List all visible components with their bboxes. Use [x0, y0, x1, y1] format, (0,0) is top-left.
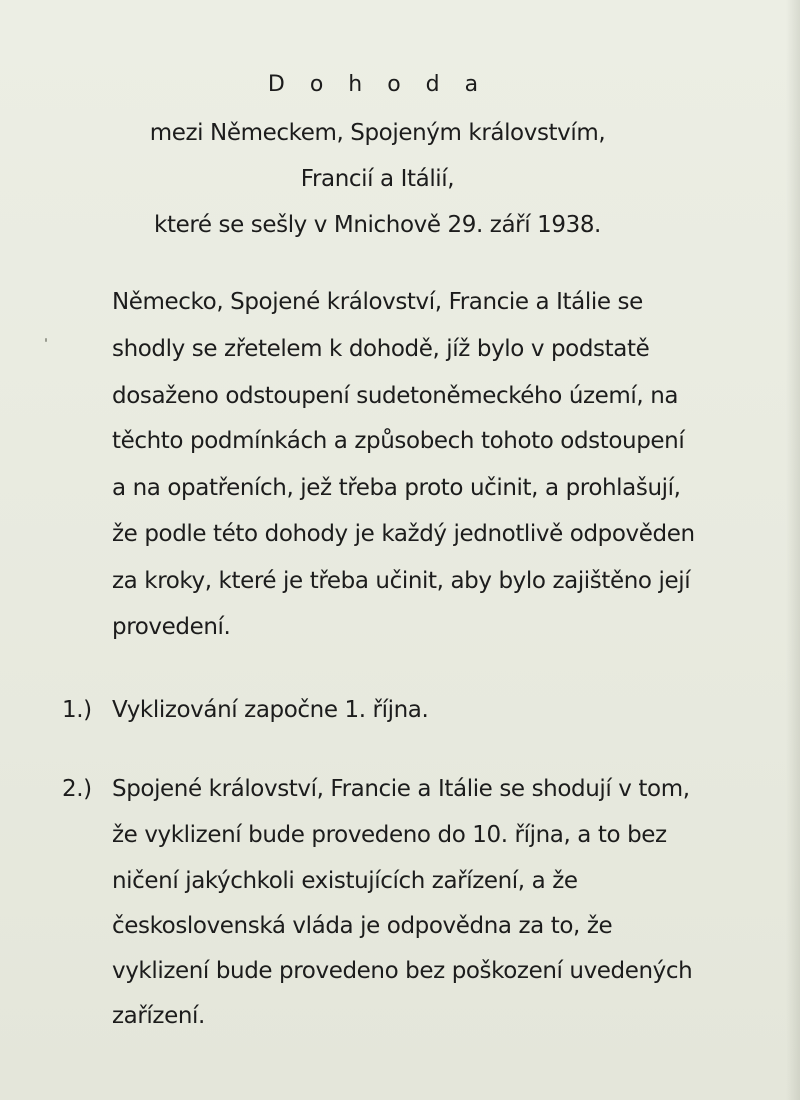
intro-line-6: že podle této dohody je každý jednotlivě odpověden — [112, 521, 695, 547]
intro-line-1: Německo, Spojené království, Francie a Itálie se — [112, 289, 643, 315]
item-2-line-2: že vyklizení bude provedeno do 10. října, a to bez — [112, 822, 667, 848]
item-1-line-1: Vyklizování započne 1. října. — [112, 697, 429, 723]
item-number-1: 1.) — [62, 697, 92, 723]
item-2-line-5: vyklizení bude provedeno bez poškození uvedených — [112, 958, 693, 984]
document-title: D o h o d a — [267, 72, 488, 97]
item-2-line-3: ničení jakýchkoli existujících zařízení, a že — [112, 868, 578, 894]
intro-line-2: shodly se zřetelem k dohodě, jíž bylo v podstatě — [112, 336, 650, 362]
item-number-2: 2.) — [62, 776, 92, 802]
page-edge-shadow — [786, 0, 800, 1100]
intro-line-8: provedení. — [112, 614, 231, 640]
heading-line-3: které se sešly v Mnichově 29. září 1938. — [154, 212, 601, 238]
item-2-line-1: Spojené království, Francie a Itálie se shodují v tom, — [112, 776, 690, 802]
item-2-line-6: zařízení. — [112, 1003, 205, 1029]
intro-line-7: za kroky, které je třeba učinit, aby bylo zajištěno její — [112, 568, 691, 594]
paper-mark — [45, 338, 47, 342]
item-2-line-4: československá vláda je odpovědna za to, že — [112, 913, 613, 939]
intro-line-4: těchto podmínkách a způsobech tohoto odstoupení — [112, 428, 685, 454]
intro-line-5: a na opatřeních, jež třeba proto učinit, a prohlašují, — [112, 475, 681, 501]
heading-line-1: mezi Německem, Spojeným královstvím, — [149, 120, 606, 146]
intro-line-3: dosaženo odstoupení sudetoněmeckého území, na — [112, 383, 679, 409]
heading-line-2: Francií a Itálií, — [300, 166, 455, 192]
